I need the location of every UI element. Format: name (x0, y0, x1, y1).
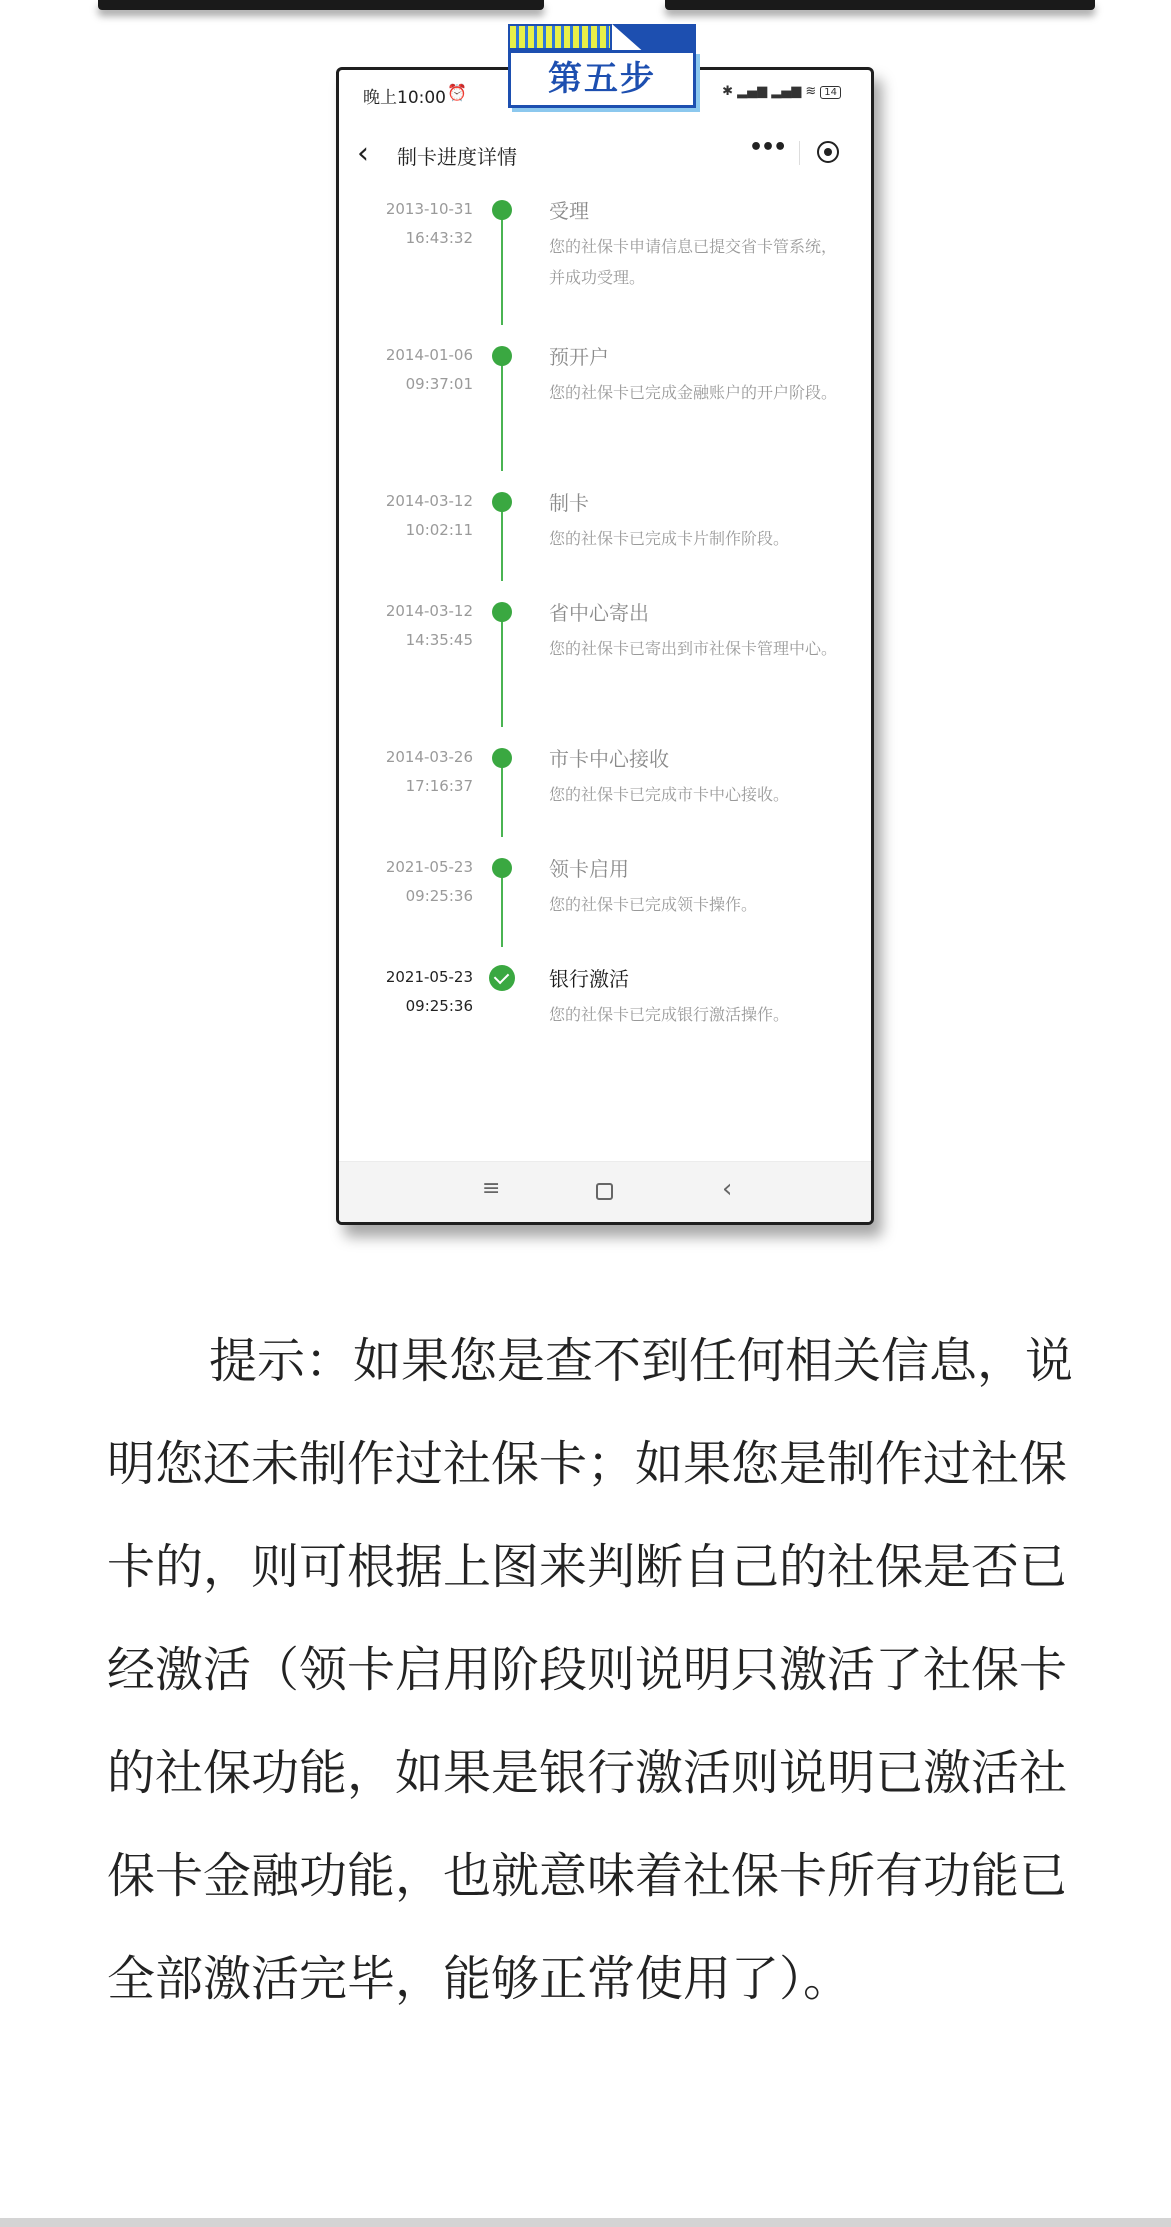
timeline-dot (492, 602, 512, 622)
timeline-date: 2013-10-31 (385, 200, 473, 218)
timeline-time: 09:25:36 (405, 997, 473, 1015)
timeline-datetime (353, 597, 473, 655)
timeline-connector (501, 509, 503, 581)
timeline-datetime (353, 853, 473, 911)
timeline-datetime (353, 963, 473, 1021)
battery-icon: 14 (820, 86, 841, 99)
timeline-dot (492, 200, 512, 220)
timeline-dot (492, 346, 512, 366)
page-title: 制卡进度详情 (397, 145, 517, 169)
timeline-dot (492, 858, 512, 878)
signal-wifi-icons: ✱ ▂▄▆ ▂▄▆ ≋ 14 (722, 84, 841, 99)
timeline-description: 您的社保卡已完成市卡中心接收。 (549, 785, 790, 804)
bottom-divider (0, 2218, 1171, 2227)
step-badge (508, 24, 700, 112)
timeline-time: 14:35:45 (405, 631, 473, 649)
timeline-description: 您的社保卡已完成银行激活操作。 (549, 1005, 790, 1024)
timeline-date: 2014-01-06 (385, 346, 473, 364)
miniprogram-capsule (715, 133, 855, 173)
home-icon[interactable] (596, 1183, 613, 1200)
timeline-date: 2014-03-26 (385, 748, 473, 766)
timeline-time: 09:25:36 (405, 887, 473, 905)
timeline-time: 16:43:32 (405, 229, 473, 247)
timeline-status: 领卡启用 (549, 857, 629, 881)
badge-wing (612, 24, 696, 50)
nav-back-icon[interactable]: ‹ (722, 1174, 733, 1204)
timeline-date: 2014-03-12 (385, 602, 473, 620)
check-icon (489, 965, 515, 991)
timeline-connector (501, 217, 503, 325)
timeline-datetime (353, 341, 473, 399)
status-time: 晚上10:00 (363, 88, 446, 108)
capsule-divider (799, 141, 800, 165)
timeline-datetime (353, 743, 473, 801)
timeline-time: 09:37:01 (405, 375, 473, 393)
timeline-status: 市卡中心接收 (549, 747, 669, 771)
more-icon[interactable]: ••• (749, 135, 786, 160)
tip-paragraph (107, 1310, 1082, 2031)
timeline-status: 省中心寄出 (549, 601, 649, 625)
timeline-datetime (353, 195, 473, 253)
timeline-description: 您的社保卡已完成卡片制作阶段。 (549, 529, 790, 548)
timeline-date: 2021-05-23 (385, 968, 473, 986)
alarm-icon: ⏰ (447, 83, 467, 102)
phone-screenshot (336, 67, 874, 1225)
timeline-status: 制卡 (549, 491, 589, 515)
previous-phone-bottom-left (98, 0, 544, 10)
timeline-time: 10:02:11 (405, 521, 473, 539)
timeline-date: 2021-05-23 (385, 858, 473, 876)
close-miniprogram-icon[interactable] (817, 141, 839, 163)
menu-icon[interactable]: ≡ (482, 1176, 501, 1201)
timeline-status: 受理 (549, 199, 589, 223)
timeline-description: 您的社保卡已完成领卡操作。 (549, 895, 758, 914)
timeline-connector (501, 363, 503, 471)
tip-text: 提示：如果您是查不到任何相关信息，说明您还未制作过社保卡；如果您是制作过社保卡的，则可根据上图来判断自己的社保是否已经激活（领卡启用阶段则说明只激活了社保卡的社保功能，如果是银行激活则说明已激活社保卡金融功能，也就意味着社保卡所有功能已全部激活完毕，能够正常使用了）。 (107, 1333, 1074, 2007)
nav-bar (339, 128, 871, 182)
badge-box (508, 50, 696, 108)
timeline-dot (492, 748, 512, 768)
timeline-status: 预开户 (549, 345, 609, 369)
timeline-description: 您的社保卡申请信息已提交省卡管系统，并成功受理。 (549, 237, 838, 287)
step-label: 第五步 (548, 59, 656, 99)
timeline-connector (501, 875, 503, 947)
android-nav-bar (339, 1161, 871, 1222)
badge-stripes (508, 24, 612, 50)
timeline-status: 银行激活 (549, 967, 629, 991)
timeline-time: 17:16:37 (405, 777, 473, 795)
timeline-description: 您的社保卡已寄出到市社保卡管理中心。 (549, 639, 838, 658)
timeline-connector (501, 765, 503, 837)
previous-phone-bottom-right (665, 0, 1095, 10)
timeline-date: 2014-03-12 (385, 492, 473, 510)
timeline-dot (492, 492, 512, 512)
timeline-datetime (353, 487, 473, 545)
back-icon[interactable]: ‹ (357, 136, 369, 171)
timeline-description: 您的社保卡已完成金融账户的开户阶段。 (549, 383, 838, 402)
timeline-connector (501, 619, 503, 727)
